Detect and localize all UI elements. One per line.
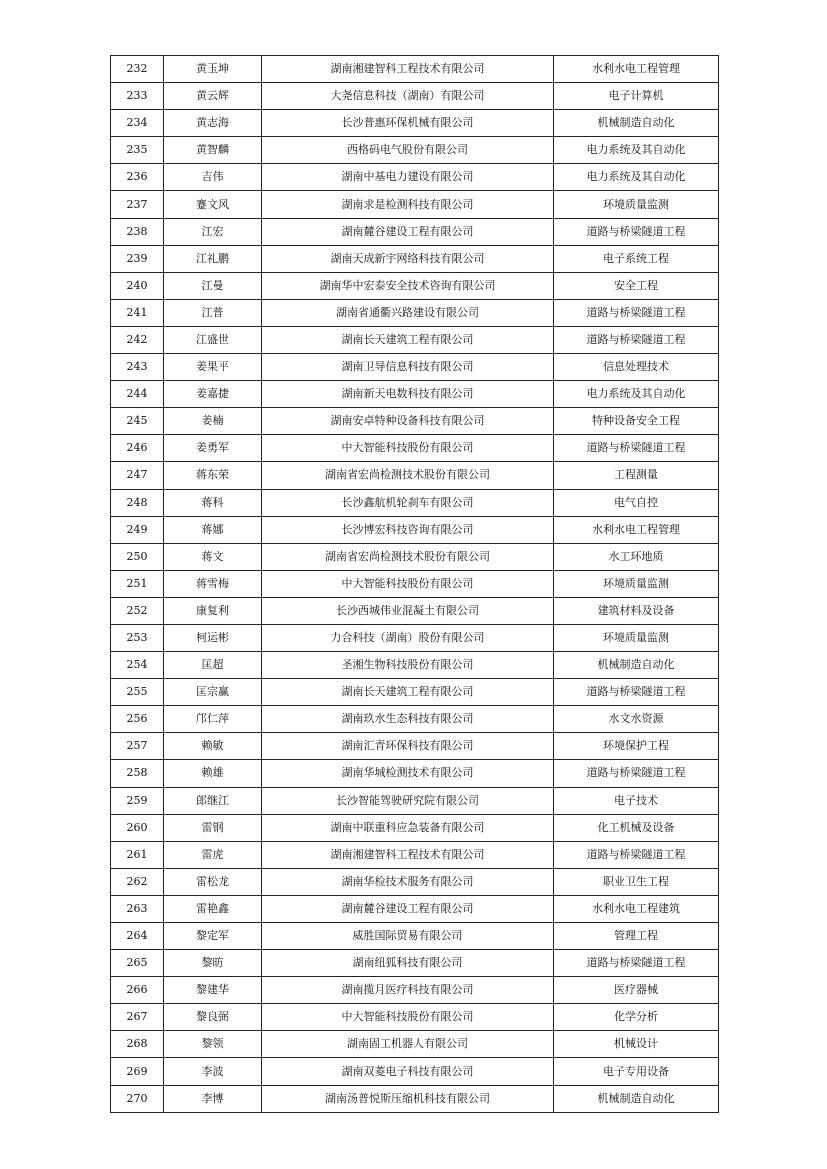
row-number-cell: 261 xyxy=(111,841,164,868)
row-number-cell: 270 xyxy=(111,1085,164,1112)
name-cell: 黄智麟 xyxy=(164,137,262,164)
company-cell: 湖南华城检测技术有限公司 xyxy=(262,760,554,787)
major-cell: 道路与桥梁隧道工程 xyxy=(554,299,719,326)
company-cell: 湖南中联重科应急装备有限公司 xyxy=(262,814,554,841)
row-number-cell: 269 xyxy=(111,1058,164,1085)
table-row xyxy=(111,733,719,760)
company-cell: 湖南长天建筑工程有限公司 xyxy=(262,326,554,353)
company-cell: 长沙博宏科技咨询有限公司 xyxy=(262,516,554,543)
major-cell: 道路与桥梁隧道工程 xyxy=(554,760,719,787)
row-number-cell: 248 xyxy=(111,489,164,516)
company-cell: 威胜国际贸易有限公司 xyxy=(262,923,554,950)
major-cell: 环境保护工程 xyxy=(554,733,719,760)
row-number-cell: 250 xyxy=(111,543,164,570)
company-cell: 湖南固工机器人有限公司 xyxy=(262,1031,554,1058)
name-cell: 匡宗赢 xyxy=(164,679,262,706)
major-cell: 建筑材料及设备 xyxy=(554,597,719,624)
company-cell: 湖南华中宏泰安全技术咨询有限公司 xyxy=(262,272,554,299)
name-cell: 雷松龙 xyxy=(164,868,262,895)
row-number-cell: 238 xyxy=(111,218,164,245)
table-row xyxy=(111,191,719,218)
name-cell: 黄玉坤 xyxy=(164,56,262,83)
name-cell: 江盛世 xyxy=(164,326,262,353)
major-cell: 道路与桥梁隧道工程 xyxy=(554,218,719,245)
table-row xyxy=(111,868,719,895)
company-cell: 湖南汤普悦斯压缩机科技有限公司 xyxy=(262,1085,554,1112)
table-row xyxy=(111,760,719,787)
major-cell: 化工机械及设备 xyxy=(554,814,719,841)
name-cell: 李波 xyxy=(164,1058,262,1085)
table-row xyxy=(111,354,719,381)
table-row xyxy=(111,462,719,489)
company-cell: 湖南卫导信息科技有限公司 xyxy=(262,354,554,381)
company-cell: 中大智能科技股份有限公司 xyxy=(262,570,554,597)
name-cell: 江礼鹏 xyxy=(164,245,262,272)
row-number-cell: 244 xyxy=(111,381,164,408)
company-cell: 湖南华检技术服务有限公司 xyxy=(262,868,554,895)
major-cell: 道路与桥梁隧道工程 xyxy=(554,326,719,353)
name-cell: 李博 xyxy=(164,1085,262,1112)
table-row xyxy=(111,435,719,462)
row-number-cell: 266 xyxy=(111,977,164,1004)
major-cell: 电力系统及其自动化 xyxy=(554,164,719,191)
row-number-cell: 262 xyxy=(111,868,164,895)
company-cell: 力合科技（湖南）股份有限公司 xyxy=(262,624,554,651)
name-cell: 江宏 xyxy=(164,218,262,245)
major-cell: 电子计算机 xyxy=(554,83,719,110)
major-cell: 道路与桥梁隧道工程 xyxy=(554,435,719,462)
row-number-cell: 245 xyxy=(111,408,164,435)
company-cell: 湖南湘建智科工程技术有限公司 xyxy=(262,56,554,83)
major-cell: 电子技术 xyxy=(554,787,719,814)
table-row xyxy=(111,326,719,353)
name-cell: 雷钢 xyxy=(164,814,262,841)
table-row xyxy=(111,516,719,543)
major-cell: 环境质量监测 xyxy=(554,570,719,597)
major-cell: 机械制造自动化 xyxy=(554,652,719,679)
major-cell: 环境质量监测 xyxy=(554,624,719,651)
name-cell: 蹇文风 xyxy=(164,191,262,218)
company-cell: 长沙鑫航机轮刹车有限公司 xyxy=(262,489,554,516)
major-cell: 水文水资源 xyxy=(554,706,719,733)
name-cell: 匡超 xyxy=(164,652,262,679)
company-cell: 湖南玖水生态科技有限公司 xyxy=(262,706,554,733)
table-row xyxy=(111,299,719,326)
name-cell: 姜果平 xyxy=(164,354,262,381)
major-cell: 信息处理技术 xyxy=(554,354,719,381)
name-cell: 邝仁萍 xyxy=(164,706,262,733)
name-cell: 雷虎 xyxy=(164,841,262,868)
name-cell: 蒋文 xyxy=(164,543,262,570)
table-row xyxy=(111,624,719,651)
table-row xyxy=(111,570,719,597)
major-cell: 工程测量 xyxy=(554,462,719,489)
roster-table xyxy=(110,55,719,1113)
table-row xyxy=(111,110,719,137)
table-row xyxy=(111,706,719,733)
row-number-cell: 241 xyxy=(111,299,164,326)
row-number-cell: 243 xyxy=(111,354,164,381)
name-cell: 康复利 xyxy=(164,597,262,624)
name-cell: 黎昉 xyxy=(164,950,262,977)
name-cell: 吉伟 xyxy=(164,164,262,191)
name-cell: 赖敏 xyxy=(164,733,262,760)
row-number-cell: 235 xyxy=(111,137,164,164)
company-cell: 湖南省宏尚检测技术股份有限公司 xyxy=(262,462,554,489)
row-number-cell: 257 xyxy=(111,733,164,760)
name-cell: 蒋雪梅 xyxy=(164,570,262,597)
row-number-cell: 258 xyxy=(111,760,164,787)
major-cell: 医疗器械 xyxy=(554,977,719,1004)
company-cell: 圣湘生物科技股份有限公司 xyxy=(262,652,554,679)
major-cell: 电气自控 xyxy=(554,489,719,516)
major-cell: 水利水电工程管理 xyxy=(554,516,719,543)
table-row xyxy=(111,543,719,570)
row-number-cell: 246 xyxy=(111,435,164,462)
name-cell: 蒋东荣 xyxy=(164,462,262,489)
major-cell: 电子专用设备 xyxy=(554,1058,719,1085)
row-number-cell: 236 xyxy=(111,164,164,191)
major-cell: 电子系统工程 xyxy=(554,245,719,272)
company-cell: 湖南中基电力建设有限公司 xyxy=(262,164,554,191)
company-cell: 湖南安卓特种设备科技有限公司 xyxy=(262,408,554,435)
major-cell: 道路与桥梁隧道工程 xyxy=(554,950,719,977)
company-cell: 西格码电气股份有限公司 xyxy=(262,137,554,164)
row-number-cell: 264 xyxy=(111,923,164,950)
table-row xyxy=(111,950,719,977)
major-cell: 水利水电工程建筑 xyxy=(554,895,719,922)
roster-body xyxy=(111,56,719,1113)
row-number-cell: 260 xyxy=(111,814,164,841)
major-cell: 化学分析 xyxy=(554,1004,719,1031)
company-cell: 湖南省宏尚检测技术股份有限公司 xyxy=(262,543,554,570)
table-row xyxy=(111,56,719,83)
company-cell: 湖南麓谷建设工程有限公司 xyxy=(262,895,554,922)
major-cell: 电力系统及其自动化 xyxy=(554,137,719,164)
name-cell: 蒋科 xyxy=(164,489,262,516)
table-row xyxy=(111,272,719,299)
row-number-cell: 233 xyxy=(111,83,164,110)
name-cell: 江曼 xyxy=(164,272,262,299)
major-cell: 道路与桥梁隧道工程 xyxy=(554,679,719,706)
name-cell: 姜嘉捷 xyxy=(164,381,262,408)
name-cell: 赖雄 xyxy=(164,760,262,787)
major-cell: 特种设备安全工程 xyxy=(554,408,719,435)
company-cell: 长沙西城伟业混凝土有限公司 xyxy=(262,597,554,624)
name-cell: 黄志海 xyxy=(164,110,262,137)
table-row xyxy=(111,218,719,245)
table-row xyxy=(111,1085,719,1112)
name-cell: 黎领 xyxy=(164,1031,262,1058)
company-cell: 中大智能科技股份有限公司 xyxy=(262,435,554,462)
table-row xyxy=(111,977,719,1004)
name-cell: 黎定军 xyxy=(164,923,262,950)
table-row xyxy=(111,137,719,164)
name-cell: 黎建华 xyxy=(164,977,262,1004)
table-row xyxy=(111,245,719,272)
row-number-cell: 242 xyxy=(111,326,164,353)
table-row xyxy=(111,164,719,191)
company-cell: 湖南揽月医疗科技有限公司 xyxy=(262,977,554,1004)
company-cell: 湖南新天电数科技有限公司 xyxy=(262,381,554,408)
row-number-cell: 240 xyxy=(111,272,164,299)
name-cell: 姜楠 xyxy=(164,408,262,435)
company-cell: 湖南麓谷建设工程有限公司 xyxy=(262,218,554,245)
row-number-cell: 256 xyxy=(111,706,164,733)
row-number-cell: 249 xyxy=(111,516,164,543)
row-number-cell: 237 xyxy=(111,191,164,218)
company-cell: 湖南纽狐科技有限公司 xyxy=(262,950,554,977)
name-cell: 黎良弼 xyxy=(164,1004,262,1031)
name-cell: 江普 xyxy=(164,299,262,326)
name-cell: 雷艳鑫 xyxy=(164,895,262,922)
table-row xyxy=(111,787,719,814)
row-number-cell: 239 xyxy=(111,245,164,272)
table-row xyxy=(111,895,719,922)
table-row xyxy=(111,408,719,435)
row-number-cell: 252 xyxy=(111,597,164,624)
company-cell: 湖南长天建筑工程有限公司 xyxy=(262,679,554,706)
table-row xyxy=(111,489,719,516)
row-number-cell: 267 xyxy=(111,1004,164,1031)
major-cell: 水工环地质 xyxy=(554,543,719,570)
company-cell: 湖南天成新宇网络科技有限公司 xyxy=(262,245,554,272)
company-cell: 湖南汇青环保科技有限公司 xyxy=(262,733,554,760)
company-cell: 湖南湘建智科工程技术有限公司 xyxy=(262,841,554,868)
name-cell: 郎继江 xyxy=(164,787,262,814)
company-cell: 湖南双菱电子科技有限公司 xyxy=(262,1058,554,1085)
major-cell: 机械设计 xyxy=(554,1031,719,1058)
company-cell: 中大智能科技股份有限公司 xyxy=(262,1004,554,1031)
table-row xyxy=(111,83,719,110)
table-row xyxy=(111,381,719,408)
row-number-cell: 254 xyxy=(111,652,164,679)
row-number-cell: 247 xyxy=(111,462,164,489)
row-number-cell: 259 xyxy=(111,787,164,814)
table-row xyxy=(111,679,719,706)
name-cell: 蒋娜 xyxy=(164,516,262,543)
row-number-cell: 265 xyxy=(111,950,164,977)
row-number-cell: 253 xyxy=(111,624,164,651)
name-cell: 姜勇军 xyxy=(164,435,262,462)
row-number-cell: 234 xyxy=(111,110,164,137)
major-cell: 管理工程 xyxy=(554,923,719,950)
table-row xyxy=(111,841,719,868)
table-row xyxy=(111,1058,719,1085)
company-cell: 大尧信息科技（湖南）有限公司 xyxy=(262,83,554,110)
row-number-cell: 263 xyxy=(111,895,164,922)
row-number-cell: 255 xyxy=(111,679,164,706)
table-row xyxy=(111,1004,719,1031)
company-cell: 湖南求是检测科技有限公司 xyxy=(262,191,554,218)
table-row xyxy=(111,814,719,841)
major-cell: 电力系统及其自动化 xyxy=(554,381,719,408)
major-cell: 机械制造自动化 xyxy=(554,1085,719,1112)
row-number-cell: 268 xyxy=(111,1031,164,1058)
major-cell: 水利水电工程管理 xyxy=(554,56,719,83)
row-number-cell: 251 xyxy=(111,570,164,597)
table-row xyxy=(111,597,719,624)
table-row xyxy=(111,923,719,950)
major-cell: 职业卫生工程 xyxy=(554,868,719,895)
name-cell: 黄云辉 xyxy=(164,83,262,110)
major-cell: 安全工程 xyxy=(554,272,719,299)
row-number-cell: 232 xyxy=(111,56,164,83)
table-row xyxy=(111,652,719,679)
company-cell: 长沙普惠环保机械有限公司 xyxy=(262,110,554,137)
company-cell: 湖南省通衢兴路建设有限公司 xyxy=(262,299,554,326)
table-row xyxy=(111,1031,719,1058)
major-cell: 道路与桥梁隧道工程 xyxy=(554,841,719,868)
major-cell: 环境质量监测 xyxy=(554,191,719,218)
major-cell: 机械制造自动化 xyxy=(554,110,719,137)
name-cell: 柯运彬 xyxy=(164,624,262,651)
company-cell: 长沙智能驾驶研究院有限公司 xyxy=(262,787,554,814)
